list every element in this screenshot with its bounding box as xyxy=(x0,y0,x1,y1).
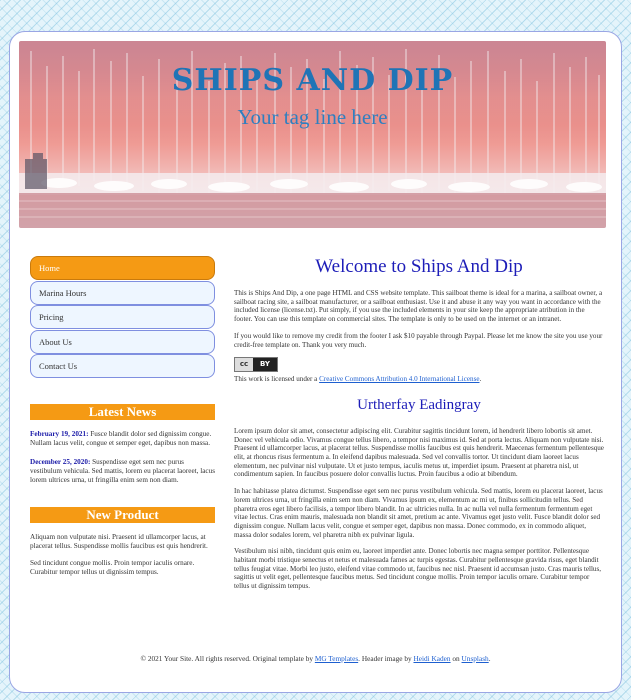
license-text xyxy=(234,375,604,384)
section-heading: Urtherfay Eadingray xyxy=(357,396,481,413)
footer-link-mg-templates[interactable]: MG Templates xyxy=(314,654,359,663)
main-content xyxy=(234,256,604,599)
news-date: December 25, 2020: xyxy=(30,458,91,466)
menu-item-home[interactable]: Home xyxy=(30,256,215,280)
footer-text: on xyxy=(450,654,462,663)
news-item xyxy=(30,430,215,448)
menu-item-pricing[interactable]: Pricing xyxy=(30,305,215,329)
footer-link-unsplash[interactable]: Unsplash xyxy=(461,654,489,663)
cc-icon: cc xyxy=(235,358,253,371)
news-item xyxy=(30,458,215,485)
menu-item-about-us[interactable]: About Us xyxy=(30,330,215,354)
footer xyxy=(10,654,621,663)
menu-item-marina-hours[interactable]: Marina Hours xyxy=(30,281,215,305)
body-paragraph: Lorem ipsum dolor sit amet, consectetur adipiscing elit. Curabitur sagittis tincidunt lorem, id hendrerit libero lobortis sit amet. Donec vel vehicula odio. Vivamus congue tellus libero, a tempor nisi maximus id. Sed at porta lectus. Aliquam non vulputate nisi. Praesent id ullamcorper lacus, at placerat tellus. Suspendisse mollis faucibus est quis hendrerit. Maecenas fermentum pellentesque elit, at rhoncus risus fermentum a. In eleifend dapibus malesuada. Sed vel convallis tortor. Ut tincidunt diam laoreet lacus elementum, nec pulvinar nisl vulputate. Ut et justo tempus, iaculis metus ut, imperdiet ipsum. Praesent at pharetra nisl, ut condimentum sapien. In faucibus posuere dolor convallis luctus. Proin faucibus a odio at bibendum. xyxy=(234,426,604,479)
license-prefix: This work is licensed under a xyxy=(234,375,320,384)
license-suffix: . xyxy=(479,375,482,384)
footer-text: . Header image by xyxy=(358,654,414,663)
site-tagline: Your tag line here xyxy=(237,105,388,129)
credit-paragraph: If you would like to remove my credit from the footer I ask $10 payable through Paypal. Please let me know the site you use your credit-free template on. Thank you very much. xyxy=(234,331,603,349)
intro-paragraph: This is Ships And Dip, a one page HTML and CSS website template. This sailboat theme is ideal for a marina, a sailboat owner, a sailboat racing site, a sailboat manufacturer, or a sailboat enthusiast. Use it and abuse it any way you want in accordance with the included license (license.txt). Put simply, if you use the included elements in your site keep the appropriate atribution in the footer. You can use this template on commercial sites. The template is only to be used on the internet or an intranet. xyxy=(234,289,603,324)
cc-license-badge[interactable] xyxy=(234,357,278,372)
new-product-heading: New Product xyxy=(30,507,215,523)
footer-text: . xyxy=(488,654,491,663)
header-image xyxy=(19,41,606,228)
body-paragraph: In hac habitasse platea dictumst. Suspendisse eget sem nec purus vestibulum vehicula. Sed mattis, lorem eu placerat laoreet, lacus lorem ultrices urna, ut fringilla enim sem non diam. Vivamus ipsum ex, elementum ac mi ut, finibus sollicitudin tellus. Sed pharetra eros eget libero facilisis, a tempor libero blandit. In ac ultricies nulla. In ac nulla vel nulla fermentum fermentum eget vitae lectus. Cras enim mauris, malesuada non blandit sit amet, pretium ac ante. Vivamus eget justo velit. Fusce blandit dolor sed dignissim congue. Nullam lacus velit, congue et semper eget, dapibus non massa. Donec commodo, ex in commodo aliquet, massa dolor sodales lorem, vel pharetra nibh ex pulvinar ligula. xyxy=(234,487,603,539)
sidebar xyxy=(30,256,215,577)
site-title: SHIPS AND DIP xyxy=(171,63,454,98)
news-text: Fusce blandit dolor sed dignissim congue. Nullam lacus velit, congue et semper eget, dapibus non massa. xyxy=(30,430,212,447)
menu-item-contact-us[interactable]: Contact Us xyxy=(30,354,215,378)
main-menu xyxy=(30,256,215,378)
footer-link-photographer[interactable]: Heidi Kaden xyxy=(413,654,451,663)
latest-news-heading: Latest News xyxy=(30,404,215,420)
by-icon: BY xyxy=(253,358,277,371)
license-link[interactable]: Creative Commons Attribution 4.0 International License xyxy=(319,375,480,384)
body-paragraph: Vestibulum nisi nibh, tincidunt quis enim eu, laoreet imperdiet ante. Donec lobortis nec magna semper porttitor. Pellentesque habitant morbi tristique senectus et netus et malesuada fames ac turpis egestas. Curabitur pellentesque gravida risus, eget blandit tellus feugiat vitae. Morbi leo justo, eleifend vitae commodo ut, faucibus nec nisl. Praesent id accumsan justo. Cras mauris tellus, sagittis ut velit eget, pellentesque faucibus metus. Sed tincidunt congue mollis. Proin tempor iaculis ornare. Curabitur tempor tellus ut dignissim tempus. xyxy=(234,547,602,591)
news-text: Suspendisse eget sem nec purus vestibulum vehicula. Sed mattis, lorem eu placerat laoreet, lacus lorem ultrices urna, ut fringilla enim sem non diam. xyxy=(30,458,216,484)
page-container xyxy=(9,31,622,693)
product-paragraph: Aliquam non vulputate nisi. Praesent id ullamcorper lacus, at placerat tellus. Suspendisse mollis faucibus est quis hendrerit. xyxy=(30,533,208,550)
product-paragraph: Sed tincidunt congue mollis. Proin tempor iaculis ornare. Curabitur tempor tellus ut dignissim tempus. xyxy=(30,559,195,576)
news-date: February 19, 2021: xyxy=(30,430,89,438)
page-title: Welcome to Ships And Dip xyxy=(315,256,523,277)
footer-copyright: © 2021 Your Site. All rights reserved. Original template by xyxy=(140,654,315,663)
